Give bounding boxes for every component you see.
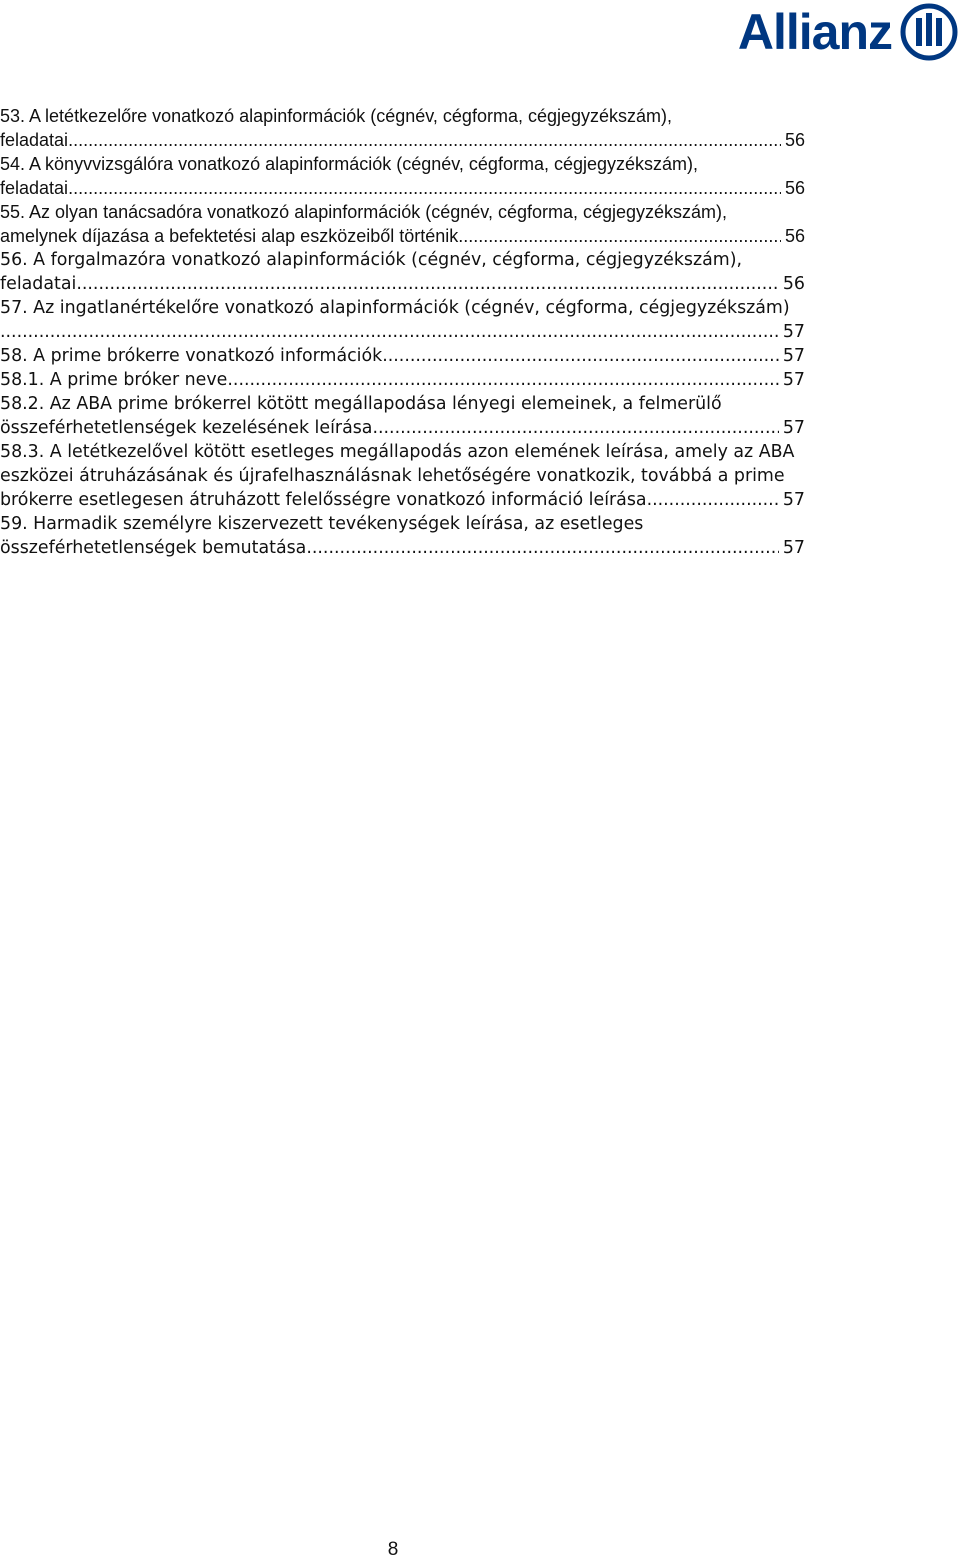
toc-page-number: 56 <box>784 130 805 150</box>
dot-leader <box>68 128 781 152</box>
logo-wordmark: Allianz <box>737 4 892 60</box>
dot-leader <box>382 344 779 368</box>
toc-entry-line: eszközei átruházásának és újrafelhasználásnak lehetőségére vonatkozik, továbbá a prime <box>0 466 785 486</box>
toc-entry[interactable] <box>0 296 805 344</box>
toc-page-number: 57 <box>782 322 805 342</box>
toc-entry-last-line <box>0 536 805 560</box>
table-of-contents <box>0 104 805 560</box>
toc-page-number: 57 <box>782 346 805 366</box>
toc-entry[interactable] <box>0 368 805 392</box>
toc-page-number: 56 <box>784 226 805 246</box>
toc-entry-last-line <box>0 128 805 152</box>
toc-page-number: 57 <box>782 490 805 510</box>
toc-entry-last-line <box>0 344 805 368</box>
toc-page-number: 56 <box>784 178 805 198</box>
toc-entry-text: feladatai <box>0 274 77 294</box>
toc-entry-line: 54. A könyvvizsgálóra vonatkozó alapinformációk (cégnév, cégforma, cégjegyzékszám), <box>0 154 699 174</box>
page-number: 8 <box>387 1539 399 1560</box>
toc-entry-line: 58.3. A letétkezelővel kötött esetleges megállapodás azon elemének leírása, amely az ABA <box>0 442 795 462</box>
toc-entry-last-line <box>0 272 805 296</box>
toc-entry-text: brókerre esetlegesen átruházott felelősségre vonatkozó információ leírása <box>0 490 647 510</box>
dot-leader <box>372 416 778 440</box>
dot-leader <box>458 224 781 248</box>
toc-page-number: 57 <box>782 370 805 390</box>
toc-page-number: 57 <box>782 538 805 558</box>
toc-entry[interactable] <box>0 104 805 152</box>
toc-entry[interactable] <box>0 200 805 248</box>
dot-leader <box>68 176 781 200</box>
toc-entry-text: 58.1. A prime bróker neve <box>0 370 228 390</box>
dot-leader <box>76 272 779 296</box>
toc-entry-text: feladatai <box>0 178 69 198</box>
dot-leader <box>306 536 779 560</box>
dot-leader <box>0 320 779 344</box>
toc-entry-line: 53. A letétkezelőre vonatkozó alapinformációk (cégnév, cégforma, cégjegyzékszám), <box>0 106 673 126</box>
dot-leader <box>227 368 778 392</box>
toc-entry-text: amelynek díjazása a befektetési alap eszközeiből történik <box>0 226 459 246</box>
toc-entry-line: 59. Harmadik személyre kiszervezett tevékenységek leírása, az esetleges <box>0 514 644 534</box>
toc-entry[interactable] <box>0 440 805 512</box>
toc-entry-last-line <box>0 368 805 392</box>
toc-entry-text: összeférhetetlenségek kezelésének leírása <box>0 418 373 438</box>
toc-entry-last-line <box>0 320 805 344</box>
toc-entry[interactable] <box>0 344 805 368</box>
toc-entry[interactable] <box>0 512 805 560</box>
toc-entry[interactable] <box>0 392 805 440</box>
toc-entry-last-line <box>0 488 805 512</box>
allianz-logo <box>738 2 958 62</box>
toc-entry-text: feladatai <box>0 130 69 150</box>
toc-page-number: 57 <box>782 418 805 438</box>
toc-entry-line: 55. Az olyan tanácsadóra vonatkozó alapinformációk (cégnév, cégforma, cégjegyzékszám), <box>0 202 728 222</box>
toc-entry-line: 56. A forgalmazóra vonatkozó alapinformációk (cégnév, cégforma, cégjegyzékszám), <box>0 250 743 270</box>
toc-entry-last-line <box>0 224 805 248</box>
toc-entry-last-line <box>0 416 805 440</box>
toc-entry[interactable] <box>0 152 805 200</box>
dot-leader <box>647 488 779 512</box>
allianz-eagle-icon <box>900 3 958 61</box>
toc-entry-last-line <box>0 176 805 200</box>
toc-entry-line: 58.2. Az ABA prime brókerrel kötött megállapodása lényegi elemeinek, a felmerülő <box>0 394 722 414</box>
toc-entry-line: 57. Az ingatlanértékelőre vonatkozó alapinformációk (cégnév, cégforma, cégjegyzékszám) <box>0 298 790 318</box>
toc-entry[interactable] <box>0 248 805 296</box>
toc-page-number: 56 <box>782 274 805 294</box>
toc-entry-text: összeférhetetlenségek bemutatása <box>0 538 307 558</box>
toc-entry-text: 58. A prime brókerre vonatkozó információk <box>0 346 383 366</box>
